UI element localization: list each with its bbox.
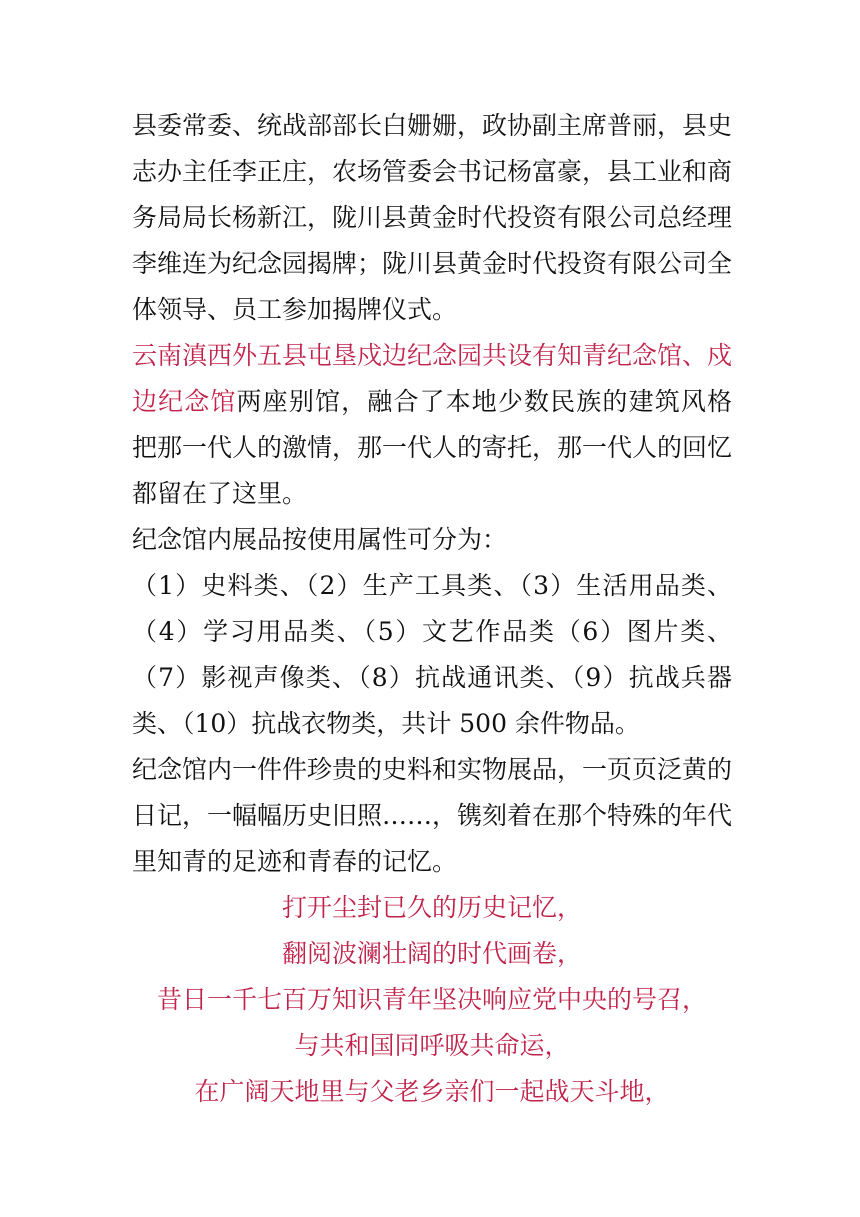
verse-line: 在广阔天地里与父老乡亲们一起战天斗地， — [194, 1077, 670, 1106]
verse-line: 翻阅波澜壮阔的时代画卷， — [281, 939, 582, 968]
paragraph-memorial-park-intro — [132, 333, 732, 517]
paragraph-memorial-park-rest: 两座别馆，融合了本地少数民族的建筑风格把那一代人的激情，那一代人的寄托，那一代人的回忆都留在了这里。 — [132, 387, 733, 508]
verse-line: 打开尘封已久的历史记忆， — [281, 893, 582, 922]
paragraph-exhibit-categories-heading: 纪念馆内展品按使用属性可分为： — [132, 525, 508, 554]
highlight-memorial-halls: 云南滇西外五县屯垦戍边纪念园共设有知青纪念馆、戍边纪念馆 — [132, 341, 733, 416]
document-page — [132, 103, 732, 1115]
paragraph-unveiling-ceremony: 县委常委、统战部部长白姗姗，政协副主席普丽，县史志办主任李正庄，农场管委会书记杨富豪，县工业和商务局局长杨新江，陇川县黄金时代投资有限公司总经理李维连为纪念园揭牌；陇川县黄金时代投资有限公司全体领导、员工参加揭牌仪式。 — [132, 111, 733, 324]
verse-line: 昔日一千七百万知识青年坚决响应党中央的号召， — [156, 985, 707, 1014]
paragraph-exhibits-description: 纪念馆内一件件珍贵的史料和实物展品，一页页泛黄的日记，一幅幅历史旧照……，镌刻着在那个特殊的年代里知青的足迹和青春的记忆。 — [132, 755, 733, 876]
paragraph-exhibit-categories-list: （1）史料类、（2）生产工具类、（3）生活用品类、（4）学习用品类、（5）文艺作品类（6）图片类、（7）影视声像类、（8）抗战通讯类、（9）抗战兵器类、（10）抗战衣物类，共计 500 余件物品。 — [132, 571, 732, 738]
verse-line: 与共和国同呼吸共命运， — [294, 1031, 570, 1060]
